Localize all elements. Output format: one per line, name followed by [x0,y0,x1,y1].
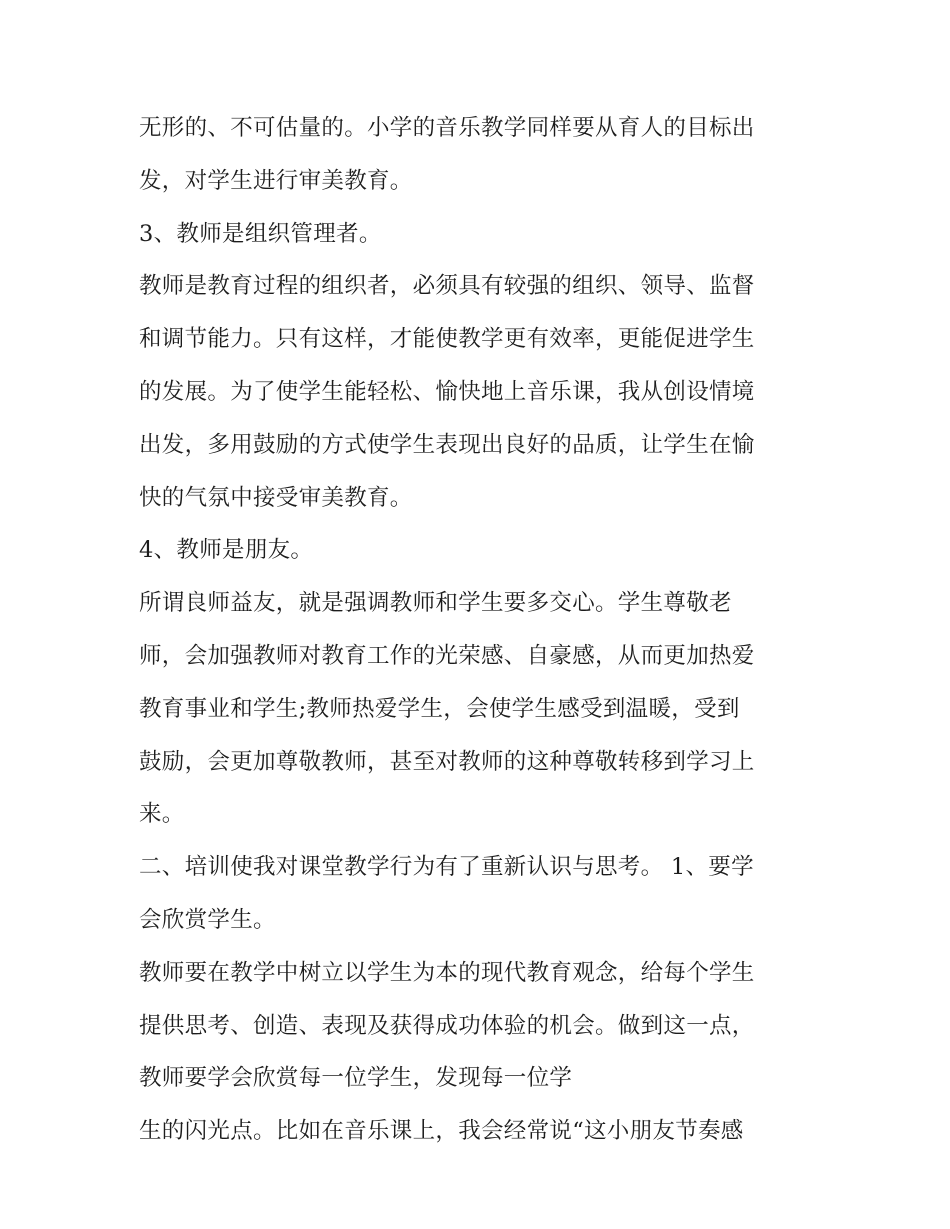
text-line: 师，会加强教师对教育工作的光荣感、自豪感，从而更加热爱 [139,642,755,669]
section-heading-4: 4、教师是朋友。 [139,537,314,564]
text-line: 的发展。为了使学生能轻松、愉快地上音乐课，我从创设情境 [139,378,755,405]
text-line: 所谓良师益友，就是强调教师和学生要多交心。学生尊敬老 [139,590,732,617]
text-line: 无形的、不可估量的。小学的音乐教学同样要从育人的目标出 [139,115,755,141]
text-line: 教师是教育过程的组织者，必须具有较强的组织、领导、监督 [139,273,755,300]
text-line: 出发，多用鼓励的方式使学生表现出良好的品质，让学生在愉 [139,431,755,458]
text-line: 教师要在教学中树立以学生为本的现代教育观念，给每个学生 [139,959,755,986]
text-line: 教师要学会欣赏每一位学生，发现每一位学 [139,1065,573,1092]
body-text [139,102,819,1158]
text-line: 提供思考、创造、表现及获得成功体验的机会。做到这一点， [139,1012,755,1039]
text-line: 会欣赏学生。 [139,906,276,933]
text-line: 快的气氛中接受审美教育。 [139,484,413,511]
text-line: 发，对学生进行审美教育。 [139,167,413,194]
section-heading-2: 二、培训使我对课堂教学行为有了重新认识与思考。 1、要学 [139,854,754,881]
text-line: 和调节能力。只有这样，才能使教学更有效率，更能促进学生 [139,326,755,353]
text-line: 鼓励，会更加尊敬教师，甚至对教师的这种尊敬转移到学习上 [139,748,755,775]
text-line: 生的闪光点。比如在音乐课上，我会经常说“这小朋友节奏感 [139,1118,744,1145]
section-heading-3: 3、教师是组织管理者。 [139,220,382,247]
text-line: 教育事业和学生;教师热爱学生，会使学生感受到温暖，受到 [139,695,740,722]
text-line: 来。 [139,801,185,828]
